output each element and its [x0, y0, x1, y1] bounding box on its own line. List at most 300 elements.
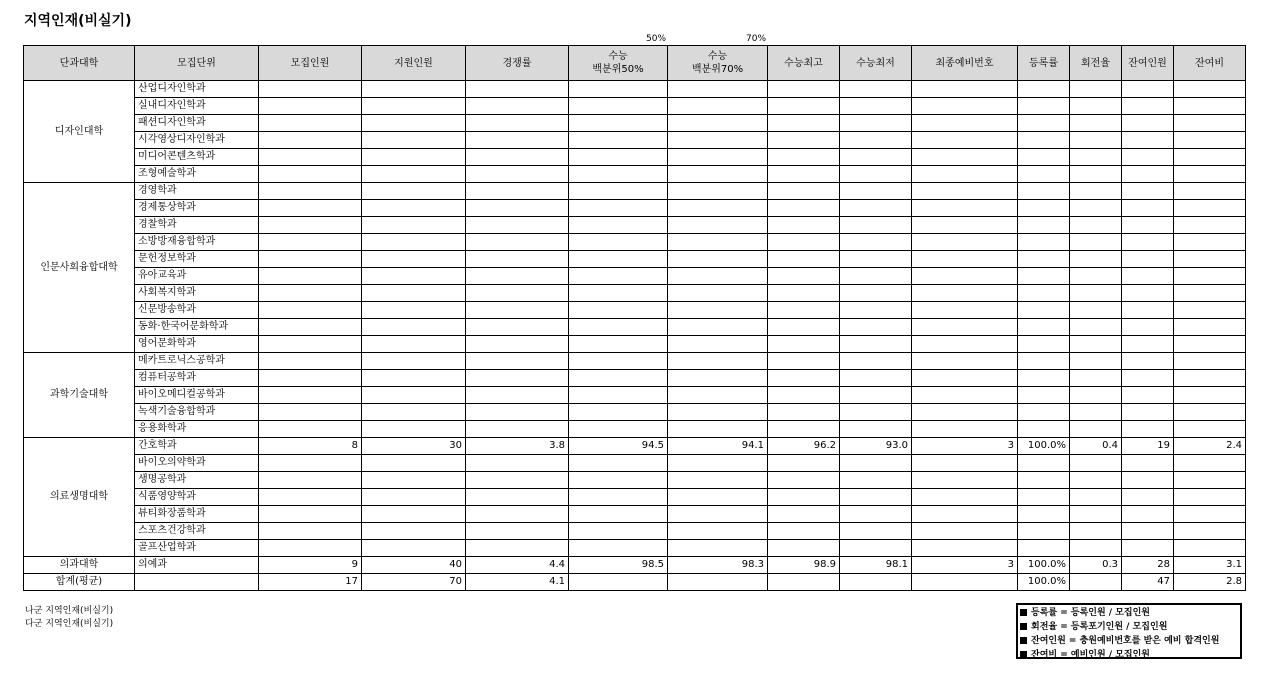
value-cell [569, 370, 668, 387]
value-cell [1174, 319, 1246, 336]
value-cell [1174, 132, 1246, 149]
value-cell [569, 285, 668, 302]
value-cell [259, 336, 362, 353]
value-cell [912, 217, 1018, 234]
value-cell [1174, 421, 1246, 438]
dept-cell: 경영학과 [135, 183, 259, 200]
value-cell [1122, 200, 1174, 217]
value-cell [259, 166, 362, 183]
dept-cell: 녹색기술융합학과 [135, 404, 259, 421]
value-cell [1174, 268, 1246, 285]
value-cell [1070, 234, 1122, 251]
value-cell [569, 472, 668, 489]
column-header: 최종예비번호 [912, 46, 1018, 81]
value-cell [1018, 200, 1070, 217]
value-cell [1018, 489, 1070, 506]
value-cell [466, 200, 569, 217]
value-cell [1018, 183, 1070, 200]
value-cell [768, 183, 840, 200]
value-cell [668, 387, 768, 404]
value-cell [569, 166, 668, 183]
dept-cell: 경제통상학과 [135, 200, 259, 217]
value-cell: 3.1 [1174, 557, 1246, 574]
dept-cell: 의예과 [135, 557, 259, 574]
value-cell [1070, 302, 1122, 319]
value-cell [1174, 455, 1246, 472]
table-row [24, 319, 1246, 336]
value-cell [912, 81, 1018, 98]
value-cell [1070, 319, 1122, 336]
value-cell [768, 98, 840, 115]
value-cell [362, 506, 466, 523]
value-cell: 96.2 [768, 438, 840, 455]
college-cell: 의과대학 [24, 557, 135, 574]
value-cell [466, 251, 569, 268]
value-cell [768, 489, 840, 506]
table-row [24, 251, 1246, 268]
value-cell [1070, 268, 1122, 285]
value-cell [1122, 217, 1174, 234]
college-cell: 의료생명대학 [24, 438, 135, 557]
column-header: 수능 백분위70% [668, 46, 768, 81]
value-cell [912, 166, 1018, 183]
value-cell [668, 285, 768, 302]
value-cell: 98.1 [840, 557, 912, 574]
dept-cell: 소방방재융합학과 [135, 234, 259, 251]
value-cell [259, 523, 362, 540]
value-cell [912, 132, 1018, 149]
value-cell [569, 455, 668, 472]
college-cell: 과학기술대학 [24, 353, 135, 438]
value-cell [912, 200, 1018, 217]
value-cell: 98.9 [768, 557, 840, 574]
value-cell [1070, 251, 1122, 268]
dept-cell: 조형예술학과 [135, 166, 259, 183]
value-cell [259, 489, 362, 506]
value-cell [668, 149, 768, 166]
value-cell [466, 302, 569, 319]
value-cell [362, 523, 466, 540]
value-cell [362, 387, 466, 404]
value-cell [1070, 183, 1122, 200]
value-cell [259, 285, 362, 302]
value-cell [1070, 132, 1122, 149]
table-row [24, 115, 1246, 132]
value-cell [1018, 336, 1070, 353]
value-cell: 28 [1122, 557, 1174, 574]
value-cell [768, 387, 840, 404]
value-cell [569, 574, 668, 591]
value-cell [840, 149, 912, 166]
value-cell [912, 387, 1018, 404]
value-cell [466, 98, 569, 115]
value-cell [912, 489, 1018, 506]
value-cell: 100.0% [1018, 574, 1070, 591]
value-cell [1174, 98, 1246, 115]
college-cell: 인문사회융합대학 [24, 183, 135, 353]
value-cell [1174, 166, 1246, 183]
value-cell [668, 472, 768, 489]
value-cell [768, 149, 840, 166]
value-cell [466, 268, 569, 285]
value-cell [569, 132, 668, 149]
legend-item: 잔여비 = 예비인원 / 모집인원 [1020, 648, 1240, 662]
value-cell [259, 506, 362, 523]
value-cell [466, 421, 569, 438]
value-cell [1018, 387, 1070, 404]
value-cell [1122, 302, 1174, 319]
value-cell [1018, 455, 1070, 472]
value-cell [912, 336, 1018, 353]
value-cell: 2.4 [1174, 438, 1246, 455]
admission-table [23, 45, 1246, 591]
column-header: 잔여비 [1174, 46, 1246, 81]
value-cell [768, 302, 840, 319]
value-cell [466, 149, 569, 166]
value-cell [1122, 319, 1174, 336]
value-cell [362, 540, 466, 557]
value-cell [912, 540, 1018, 557]
value-cell [1018, 421, 1070, 438]
value-cell [912, 319, 1018, 336]
value-cell [259, 421, 362, 438]
value-cell [362, 370, 466, 387]
value-cell [768, 200, 840, 217]
value-cell [1070, 506, 1122, 523]
value-cell [362, 404, 466, 421]
value-cell [1070, 472, 1122, 489]
column-header: 지원인원 [362, 46, 466, 81]
value-cell [569, 81, 668, 98]
value-cell [668, 319, 768, 336]
value-cell [768, 115, 840, 132]
value-cell [840, 115, 912, 132]
value-cell [768, 217, 840, 234]
value-cell [668, 455, 768, 472]
value-cell [569, 200, 668, 217]
notes [25, 605, 113, 631]
value-cell [912, 404, 1018, 421]
value-cell [362, 183, 466, 200]
value-cell: 93.0 [840, 438, 912, 455]
table-row [24, 200, 1246, 217]
legend-item: 등록률 = 등록인원 / 모집인원 [1020, 606, 1240, 620]
dept-cell: 생명공학과 [135, 472, 259, 489]
value-cell [1174, 489, 1246, 506]
value-cell [768, 540, 840, 557]
value-cell [840, 370, 912, 387]
value-cell [362, 421, 466, 438]
value-cell: 100.0% [1018, 557, 1070, 574]
table-row [24, 353, 1246, 370]
value-cell [768, 336, 840, 353]
value-cell [1070, 115, 1122, 132]
value-cell [840, 132, 912, 149]
value-cell [466, 166, 569, 183]
value-cell: 0.4 [1070, 438, 1122, 455]
dept-cell: 경찰학과 [135, 217, 259, 234]
value-cell [768, 455, 840, 472]
value-cell [840, 506, 912, 523]
value-cell [259, 251, 362, 268]
value-cell [840, 472, 912, 489]
dept-cell: 시각영상디자인학과 [135, 132, 259, 149]
value-cell [1070, 387, 1122, 404]
value-cell [569, 149, 668, 166]
dept-cell: 간호학과 [135, 438, 259, 455]
value-cell [362, 336, 466, 353]
value-cell [259, 268, 362, 285]
legend-item: 잔여인원 = 충원예비번호를 받은 예비 합격인원 [1020, 634, 1240, 648]
dept-cell: 식품영양학과 [135, 489, 259, 506]
dept-cell: 응용화학과 [135, 421, 259, 438]
value-cell [1174, 251, 1246, 268]
value-cell [1018, 404, 1070, 421]
value-cell [912, 455, 1018, 472]
table-row [24, 183, 1246, 200]
value-cell [362, 455, 466, 472]
value-cell [362, 285, 466, 302]
value-cell [768, 166, 840, 183]
value-cell [912, 574, 1018, 591]
square-bullet-icon [1020, 609, 1027, 616]
value-cell [259, 302, 362, 319]
value-cell [259, 234, 362, 251]
value-cell [466, 523, 569, 540]
note-item: 다군 지역인재(비실기) [25, 619, 114, 629]
value-cell [668, 523, 768, 540]
dept-cell: 패션디자인학과 [135, 115, 259, 132]
value-cell [912, 115, 1018, 132]
value-cell [668, 302, 768, 319]
value-cell [840, 166, 912, 183]
value-cell [1018, 166, 1070, 183]
value-cell [912, 268, 1018, 285]
value-cell [362, 132, 466, 149]
value-cell [840, 421, 912, 438]
value-cell [1122, 472, 1174, 489]
dept-cell: 신문방송학과 [135, 302, 259, 319]
table-row [24, 166, 1246, 183]
dept-cell: 스포츠건강학과 [135, 523, 259, 540]
value-cell [840, 81, 912, 98]
value-cell [466, 285, 569, 302]
value-cell [466, 455, 569, 472]
value-cell [1122, 81, 1174, 98]
value-cell [840, 353, 912, 370]
value-cell [1070, 353, 1122, 370]
column-header: 회전율 [1070, 46, 1122, 81]
value-cell [768, 506, 840, 523]
value-cell [840, 455, 912, 472]
value-cell [768, 234, 840, 251]
value-cell [768, 81, 840, 98]
value-cell [668, 98, 768, 115]
value-cell [466, 234, 569, 251]
value-cell [1070, 200, 1122, 217]
value-cell [912, 523, 1018, 540]
value-cell [1070, 421, 1122, 438]
column-header: 등록률 [1018, 46, 1070, 81]
value-cell: 0.3 [1070, 557, 1122, 574]
value-cell [1018, 217, 1070, 234]
value-cell [259, 81, 362, 98]
value-cell [569, 404, 668, 421]
value-cell [1122, 506, 1174, 523]
dept-cell: 실내디자인학과 [135, 98, 259, 115]
value-cell [466, 540, 569, 557]
value-cell [840, 523, 912, 540]
value-cell [1122, 149, 1174, 166]
value-cell [912, 285, 1018, 302]
value-cell [569, 268, 668, 285]
value-cell [259, 472, 362, 489]
value-cell [1070, 166, 1122, 183]
value-cell: 94.5 [569, 438, 668, 455]
table-row [24, 540, 1246, 557]
value-cell [1070, 285, 1122, 302]
value-cell [668, 200, 768, 217]
table-row [24, 302, 1246, 319]
value-cell [1174, 404, 1246, 421]
value-cell: 17 [259, 574, 362, 591]
value-cell [1018, 98, 1070, 115]
value-cell [768, 574, 840, 591]
value-cell [840, 217, 912, 234]
value-cell [840, 319, 912, 336]
value-cell [259, 132, 362, 149]
value-cell [259, 319, 362, 336]
value-cell [569, 115, 668, 132]
value-cell [668, 421, 768, 438]
value-cell [1122, 404, 1174, 421]
value-cell [1174, 285, 1246, 302]
table-row [24, 285, 1246, 302]
table-row [24, 81, 1246, 98]
column-header: 모집단위 [135, 46, 259, 81]
value-cell [912, 98, 1018, 115]
dept-cell: 영어문화학과 [135, 336, 259, 353]
value-cell [1018, 115, 1070, 132]
table-row [24, 438, 1246, 455]
value-cell [569, 183, 668, 200]
value-cell [840, 302, 912, 319]
value-cell [1018, 81, 1070, 98]
value-cell [1070, 404, 1122, 421]
value-cell [1122, 132, 1174, 149]
table-row [24, 387, 1246, 404]
table-row [24, 523, 1246, 540]
value-cell [1174, 387, 1246, 404]
value-cell [466, 472, 569, 489]
value-cell [362, 353, 466, 370]
value-cell [466, 489, 569, 506]
value-cell [1070, 370, 1122, 387]
value-cell [1174, 149, 1246, 166]
value-cell [569, 217, 668, 234]
header-row [24, 46, 1246, 81]
value-cell [259, 98, 362, 115]
value-cell [362, 81, 466, 98]
value-cell [1018, 506, 1070, 523]
value-cell [466, 506, 569, 523]
value-cell [1174, 200, 1246, 217]
value-cell: 3.8 [466, 438, 569, 455]
value-cell [1070, 98, 1122, 115]
value-cell: 98.5 [569, 557, 668, 574]
value-cell [1174, 302, 1246, 319]
value-cell [912, 149, 1018, 166]
value-cell [1018, 319, 1070, 336]
value-cell [1070, 489, 1122, 506]
table-row [24, 370, 1246, 387]
legend-box [1016, 603, 1242, 659]
value-cell [466, 387, 569, 404]
value-cell [768, 268, 840, 285]
square-bullet-icon [1020, 651, 1027, 658]
value-cell [1122, 336, 1174, 353]
value-cell [768, 404, 840, 421]
value-cell [840, 251, 912, 268]
column-header: 수능 백분위50% [569, 46, 668, 81]
value-cell: 8 [259, 438, 362, 455]
value-cell [1070, 540, 1122, 557]
value-cell [1122, 98, 1174, 115]
table-row [24, 421, 1246, 438]
value-cell [362, 268, 466, 285]
value-cell [1122, 387, 1174, 404]
value-cell [466, 132, 569, 149]
value-cell [1018, 353, 1070, 370]
value-cell [466, 217, 569, 234]
value-cell [768, 251, 840, 268]
value-cell [668, 217, 768, 234]
value-cell [1174, 540, 1246, 557]
table-row [24, 268, 1246, 285]
value-cell [668, 268, 768, 285]
value-cell [1174, 472, 1246, 489]
value-cell [569, 523, 668, 540]
value-cell: 19 [1122, 438, 1174, 455]
table-row [24, 489, 1246, 506]
value-cell [362, 302, 466, 319]
value-cell [668, 370, 768, 387]
value-cell [362, 149, 466, 166]
page-title: 지역인재(비실기) [24, 13, 132, 29]
value-cell [1070, 523, 1122, 540]
value-cell [362, 234, 466, 251]
value-cell [466, 81, 569, 98]
value-cell [668, 183, 768, 200]
value-cell [1122, 540, 1174, 557]
value-cell [840, 540, 912, 557]
value-cell [1018, 302, 1070, 319]
table-row [24, 98, 1246, 115]
value-cell [1070, 455, 1122, 472]
table-row [24, 132, 1246, 149]
value-cell [1122, 234, 1174, 251]
table-row [24, 506, 1246, 523]
value-cell [362, 489, 466, 506]
value-cell [1174, 217, 1246, 234]
value-cell [668, 506, 768, 523]
value-cell [1018, 149, 1070, 166]
value-cell [259, 115, 362, 132]
total-row [24, 574, 1246, 591]
value-cell [362, 472, 466, 489]
value-cell [569, 234, 668, 251]
value-cell [1018, 285, 1070, 302]
